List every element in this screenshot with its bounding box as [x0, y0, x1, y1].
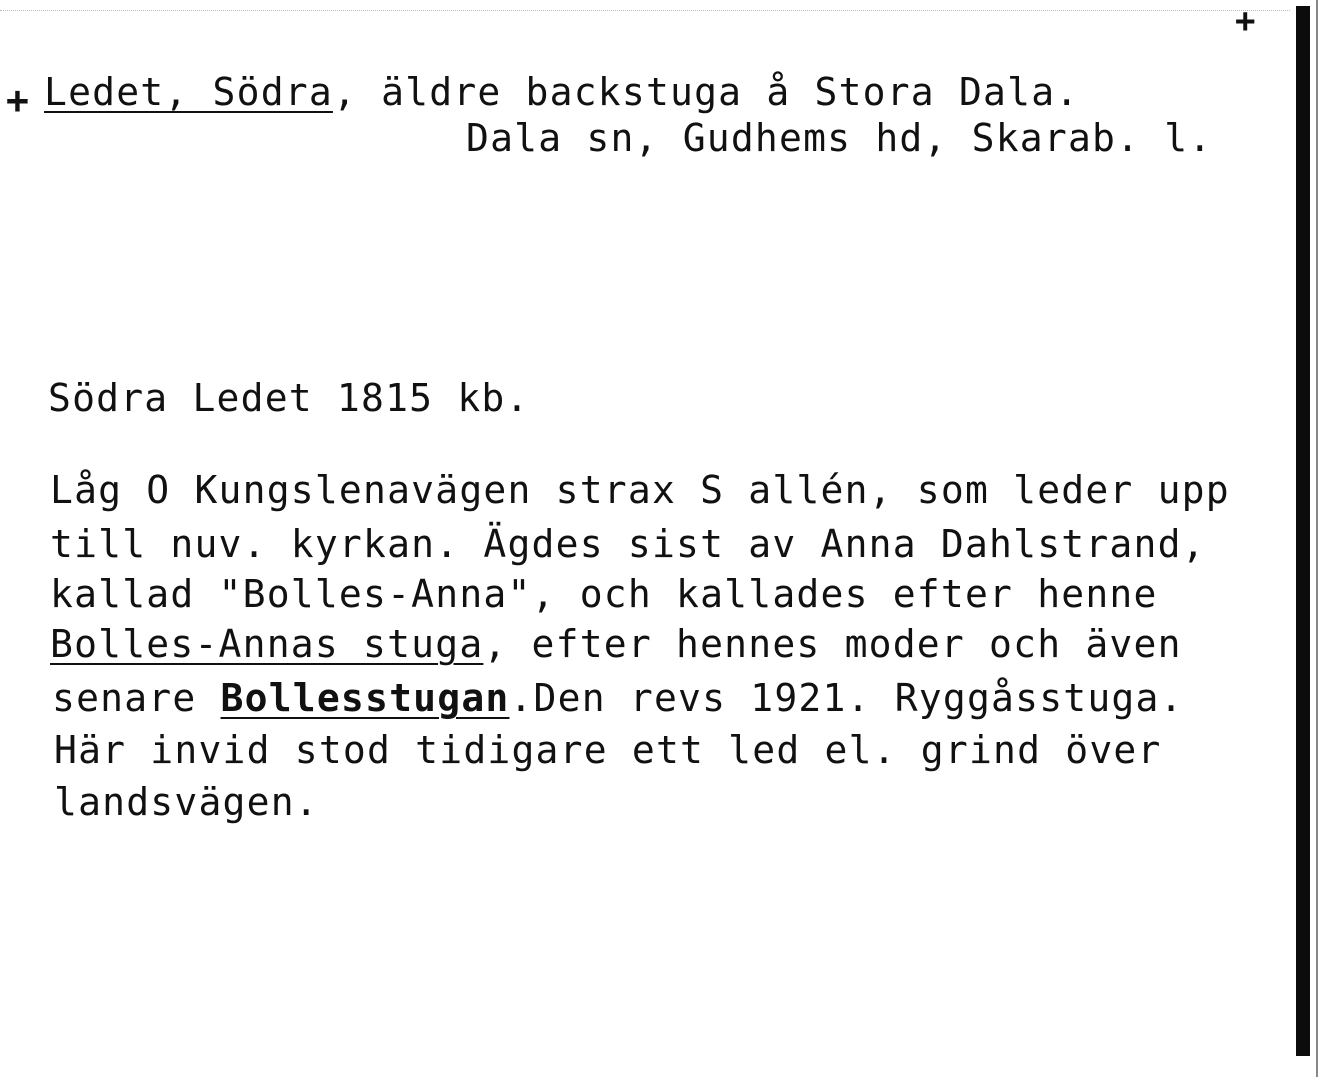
card-edge-line: [1316, 0, 1318, 1077]
entry-name: Ledet, Södra: [44, 70, 333, 114]
text-line-5-pre: senare: [52, 676, 221, 720]
text-line-3: kallad "Bolles-Anna", och kallades efter henne: [50, 572, 1158, 616]
entry-location: Dala sn, Gudhems hd, Skarab. l.: [466, 116, 1213, 160]
text-line-5: [52, 676, 1184, 720]
text-line-7: landsvägen.: [54, 780, 319, 824]
underlined-name-2: Bollesstugan: [220, 676, 510, 720]
text-line-4-rest: , efter hennes moder och även: [483, 622, 1182, 666]
underlined-name-1: Bolles-Annas stuga: [50, 622, 484, 666]
source-line: Södra Ledet 1815 kb.: [48, 376, 530, 420]
card-edge-shadow: [1296, 6, 1310, 1056]
entry-description: , äldre backstuga å Stora Dala.: [332, 70, 1080, 114]
entry-mark: +: [6, 78, 29, 122]
text-line-2: till nuv. kyrkan. Ägdes sist av Anna Dahlstrand,: [50, 522, 1206, 566]
scan-artifact-top: [0, 10, 1290, 14]
text-line-5-rest: .Den revs 1921. Ryggåsstuga.: [509, 676, 1184, 720]
corner-mark: +: [1235, 1, 1256, 41]
text-line-4: [50, 622, 1182, 666]
text-line-6: Här invid stod tidigare ett led el. grind över: [54, 728, 1162, 772]
text-line-1: Låg O Kungslenavägen strax S allén, som leder upp: [50, 468, 1230, 512]
entry-heading: [44, 70, 1079, 114]
